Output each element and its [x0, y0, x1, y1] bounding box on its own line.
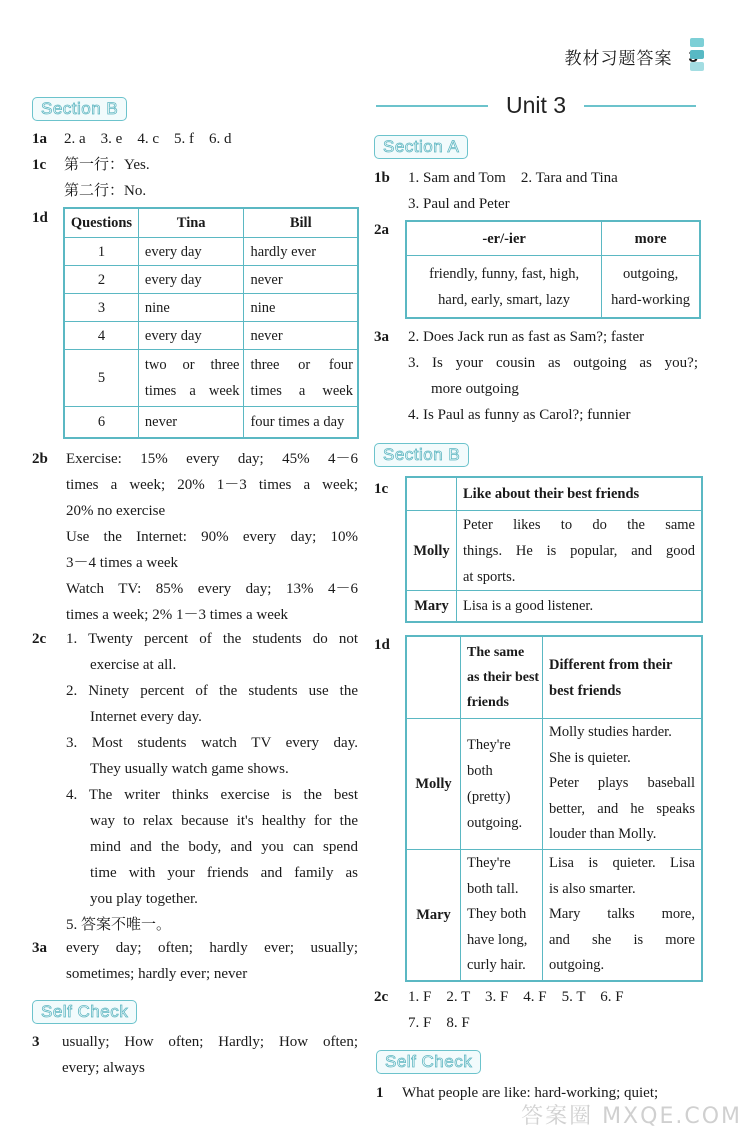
q2c-line: Internet every day. [90, 709, 202, 725]
table-cell: 1 [65, 238, 139, 266]
q2c-line: 2. Ninety percent of the students use the [66, 683, 358, 699]
q3a-label-right: 3a [374, 329, 389, 345]
q3-line: usually; How often; Hardly; How often; [62, 1034, 358, 1050]
table-cell: nine [138, 294, 244, 322]
q2a-header-er: -er/-ier [407, 222, 602, 256]
q2b-line: times a week; 2% 1－3 times a week [66, 607, 289, 623]
table-row [65, 294, 358, 322]
q2c-line: exercise at all. [90, 657, 177, 673]
q2c-line: They usually watch game shows. [90, 761, 289, 777]
q1b-label: 1b [374, 170, 390, 186]
q3a-right-line: 3. Is your cousin as outgoing as you?; [408, 355, 698, 371]
q2c-line: 1. Twenty percent of the students do not [66, 631, 358, 647]
q1d-diff-line: better, and he speaks [549, 800, 695, 817]
table-cell: never [244, 266, 358, 294]
section-a-tag: Section A [374, 135, 468, 159]
q1d-header-same-line: friends [467, 695, 509, 710]
q2b-line: 3－4 times a week [66, 555, 179, 571]
q1d-label: 1d [32, 210, 48, 226]
q1d-same-line: (pretty) [467, 789, 511, 805]
q1c-line2: 第二行：No. [64, 183, 147, 199]
q1c-right-label: 1c [374, 481, 389, 497]
q2c-line: 3. Most students watch TV every day. [66, 735, 358, 751]
q2a-more-line: hard-working [611, 291, 691, 308]
table-cell [407, 478, 457, 511]
table-cell: never [244, 322, 358, 350]
q2b-line: Watch TV: 85% every day; 13% 4－6 [66, 581, 358, 597]
q3a-line: every day; often; hardly ever; usually; [66, 940, 358, 956]
q3-label: 3 [32, 1034, 40, 1050]
table-row [407, 719, 702, 850]
q1d-same-line: outgoing. [467, 815, 523, 831]
q1d-same-line: They both [467, 906, 527, 923]
table-row [65, 350, 358, 407]
q2c-line: 4. The writer thinks exercise is the best [66, 787, 358, 803]
q1c-line1: 第一行：Yes. [64, 157, 150, 173]
q2c-right-line1: 1. F 2. T 3. F 4. F 5. T 6. F [408, 989, 624, 1005]
q2a-table [406, 221, 700, 318]
section-b-tag-right: Section B [374, 443, 469, 467]
table-row [65, 407, 358, 438]
q3a-right-line: more outgoing [431, 381, 519, 397]
q1d-compare-table [406, 636, 702, 981]
q2a-er-line: friendly, funny, fast, high, [429, 265, 580, 282]
q1a-answer: 2. a 3. e 4. c 5. f 6. d [64, 131, 232, 147]
q1c-label: 1c [32, 157, 47, 173]
q1c-name: Mary [407, 591, 457, 622]
table-cell [407, 637, 461, 719]
table-cell: never [138, 407, 244, 438]
q1d-same-line: curly hair. [467, 957, 526, 974]
q1d-diff-line: Mary talks more, [549, 906, 695, 923]
q1c-line: Peter likes to do the same [463, 516, 695, 533]
q1d-diff-line: is also smarter. [549, 880, 636, 897]
q3-line: every; always [62, 1060, 145, 1076]
table-cell: 3 [65, 294, 139, 322]
q1d-table [64, 208, 358, 438]
q1d-header-same [461, 637, 543, 719]
q1d-name: Molly [407, 719, 461, 850]
q2a-er-line: hard, early, smart, lazy [438, 291, 571, 308]
q1d-diff-line: Peter plays baseball [549, 775, 695, 792]
q1d-same-line: both tall. [467, 880, 519, 897]
table-cell: four times a day [244, 407, 358, 438]
q1d-header-diff-line: best friends [549, 682, 622, 699]
q1d-header-diff-line: Different from their [549, 656, 673, 673]
table-cell: 6 [65, 407, 139, 438]
q2c-line: mind and the body, and you can spend [90, 839, 358, 855]
table-row [65, 266, 358, 294]
q2c-line: way to relax because it's healthy for the [90, 813, 358, 829]
q1b-line1: 1. Sam and Tom 2. Tara and Tina [408, 170, 618, 186]
q1c-line: Lisa is a good listener. [457, 591, 702, 622]
q1d-header-same-line: as their best [467, 670, 540, 685]
table-row [407, 511, 702, 591]
table-cell [543, 719, 702, 850]
q1d-same-line: They're [467, 737, 511, 753]
q1-self-check-label: 1 [376, 1085, 384, 1101]
table-cell [602, 256, 700, 318]
q2b-line: 20% no exercise [66, 503, 166, 519]
q1a-label: 1a [32, 131, 47, 147]
table-cell: 5 [65, 350, 139, 407]
q1c-table [406, 477, 702, 622]
unit-rule-right [584, 105, 696, 107]
table-cell [461, 719, 543, 850]
table-row [65, 238, 358, 266]
table-cell: hardly ever [244, 238, 358, 266]
q1d-same-line: They're [467, 855, 511, 872]
q1b-line2: 3. Paul and Peter [408, 196, 510, 212]
unit-title: Unit 3 [506, 92, 567, 118]
q2b-line: Exercise: 15% every day; 45% 4－6 [66, 451, 358, 467]
table-cell: two or three times a week [138, 350, 244, 407]
table-row [407, 850, 702, 981]
watermark: 答案圈 MXQE.COM [521, 1104, 742, 1129]
q1d-right-label: 1d [374, 637, 390, 653]
q2c-label: 2c [32, 631, 47, 647]
q1d-diff-line: and she is more [549, 931, 695, 948]
header-decoration-icon [690, 38, 704, 74]
q3a-right-line: 4. Is Paul as funny as Carol?; funnier [408, 407, 631, 423]
q2a-label: 2a [374, 222, 389, 238]
table-row [407, 256, 700, 318]
q1c-line: at sports. [463, 568, 516, 585]
table-cell [407, 256, 602, 318]
table-row [65, 322, 358, 350]
table-cell: nine [244, 294, 358, 322]
header-title: 教材习题答案 [564, 49, 673, 69]
table-cell: every day [138, 322, 244, 350]
q1d-same-line: both [467, 763, 493, 779]
q1d-header-different [543, 637, 702, 719]
table-cell: every day [138, 238, 244, 266]
unit-rule-left [376, 105, 488, 107]
q1d-same-line: have long, [467, 931, 528, 948]
q1d-name: Mary [407, 850, 461, 981]
q1c-line: things. He is popular, and good [463, 542, 695, 559]
q1c-header: Like about their best friends [457, 478, 702, 511]
q1d-header-bill: Bill [244, 209, 358, 238]
q2b-line: Use the Internet: 90% every day; 10% [66, 529, 358, 545]
q1d-diff-line: She is quieter. [549, 749, 631, 766]
q2b-line: times a week; 20% 1－3 times a week; [66, 477, 358, 493]
q1c-name: Molly [407, 511, 457, 591]
q1d-diff-line: Lisa is quieter. Lisa [549, 855, 695, 872]
self-check-tag-right: Self Check [376, 1050, 481, 1074]
q2c-line: 5. 答案不唯一。 [66, 917, 172, 933]
q3a-right-line: 2. Does Jack run as fast as Sam?; faster [408, 329, 645, 345]
q2c-right-line2: 7. F 8. F [408, 1015, 470, 1031]
q1d-header-questions: Questions [65, 209, 139, 238]
table-cell: three or four times a week [244, 350, 358, 407]
page-header [565, 44, 698, 69]
q2a-header-more: more [602, 222, 700, 256]
table-cell [457, 511, 702, 591]
q2c-line: time with your friends and family as [90, 865, 358, 881]
table-cell: 2 [65, 266, 139, 294]
q2a-more-line: outgoing, [623, 265, 679, 282]
q1d-diff-line: Molly studies harder. [549, 724, 672, 741]
self-check-tag-left: Self Check [32, 1000, 137, 1024]
q1d-diff-line: outgoing. [549, 957, 605, 974]
q2c-right-label: 2c [374, 989, 389, 1005]
q1d-diff-line: louder than Molly. [549, 826, 657, 843]
q1-self-check-text: What people are like: hard-working; quiet; [402, 1085, 659, 1101]
q2c-line: you play together. [90, 891, 198, 907]
table-cell [543, 850, 702, 981]
table-row [407, 591, 702, 622]
q1d-header-same-line: The same [467, 645, 525, 660]
section-b-tag-left: Section B [32, 97, 127, 121]
q3a-label-left: 3a [32, 940, 47, 956]
q1d-header-tina: Tina [138, 209, 244, 238]
q3a-line: sometimes; hardly ever; never [66, 966, 248, 982]
table-cell: every day [138, 266, 244, 294]
table-cell [461, 850, 543, 981]
table-cell: 4 [65, 322, 139, 350]
q2b-label: 2b [32, 451, 48, 467]
